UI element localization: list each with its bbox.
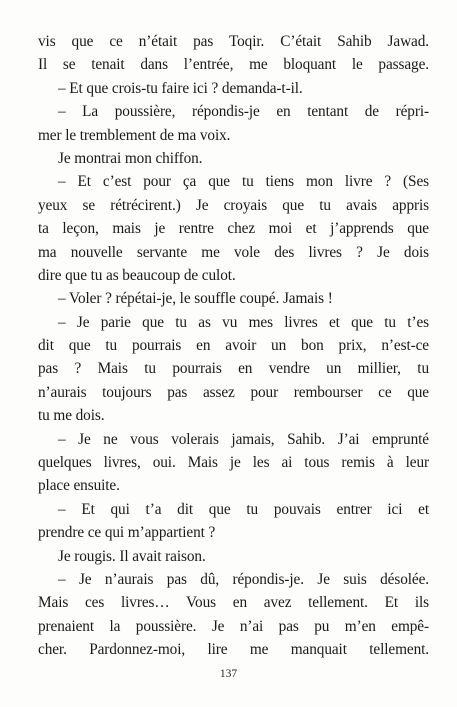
text-line: dit que tu pourrais en avoir un bon prix, n’est-ce [38, 337, 429, 355]
text-line: pas ? Mais tu pourrais en vendre un millier, tu [38, 360, 429, 378]
text-line: – Voler ? répétai-je, le souffle coupé. Jamais ! [58, 290, 333, 308]
text-line: – Je ne vous volerais jamais, Sahib. J’ai emprunté [58, 430, 429, 448]
text-line: – La poussière, répondis-je en tentant de répri- [58, 103, 429, 121]
text-line: yeux se rétrécirent.) Je croyais que tu avais appris [38, 196, 429, 214]
text-line: place ensuite. [38, 477, 120, 495]
page-number: 137 [219, 668, 238, 680]
text-line: ma nouvelle servante me vole des livres ? Je dois [38, 243, 429, 261]
text-line: – Et qui t’a dit que tu pouvais entrer ici et [58, 500, 429, 518]
text-line: quelques livres, oui. Mais je les ai tous remis à leur [38, 454, 429, 472]
text-line: Je montrai mon chiffon. [58, 149, 203, 167]
text-line: ta leçon, mais je rentre chez moi et j’apprends que [38, 220, 429, 238]
text-line: – Je parie que tu as vu mes livres et que tu t’es [58, 313, 429, 331]
text-line: cher. Pardonnez-moi, lire me manquait tellement. [38, 641, 429, 659]
text-line: – Je n’aurais pas dû, répondis-je. Je suis désolée. [58, 570, 429, 588]
text-line: prendre ce qui m’appartient ? [38, 524, 216, 542]
text-line: Je rougis. Il avait raison. [58, 547, 206, 565]
text-line: vis que ce n’était pas Toqir. C’était Sahib Jawad. [38, 33, 429, 50]
text-line: – Et que crois-tu faire ici ? demanda-t-il. [58, 79, 303, 97]
text-line: n’aurais toujours pas assez pour rembourser ce que [38, 383, 429, 401]
text-line: tu me dois. [38, 407, 105, 425]
text-line: Mais ces livres… Vous en avez tellement. Et ils [38, 594, 429, 612]
text-line: – Et c’est pour ça que tu tiens mon livre ? (Ses [58, 173, 429, 191]
text-line: mer le tremblement de ma voix. [38, 126, 231, 144]
text-line: Il se tenait dans l’entrée, me bloquant le passage. [38, 56, 429, 74]
text-line: prenaient la poussière. Je n’ai pas pu m’en empê- [38, 617, 429, 635]
body-text [38, 30, 429, 662]
text-line: dire que tu as beaucoup de culot. [38, 266, 236, 284]
